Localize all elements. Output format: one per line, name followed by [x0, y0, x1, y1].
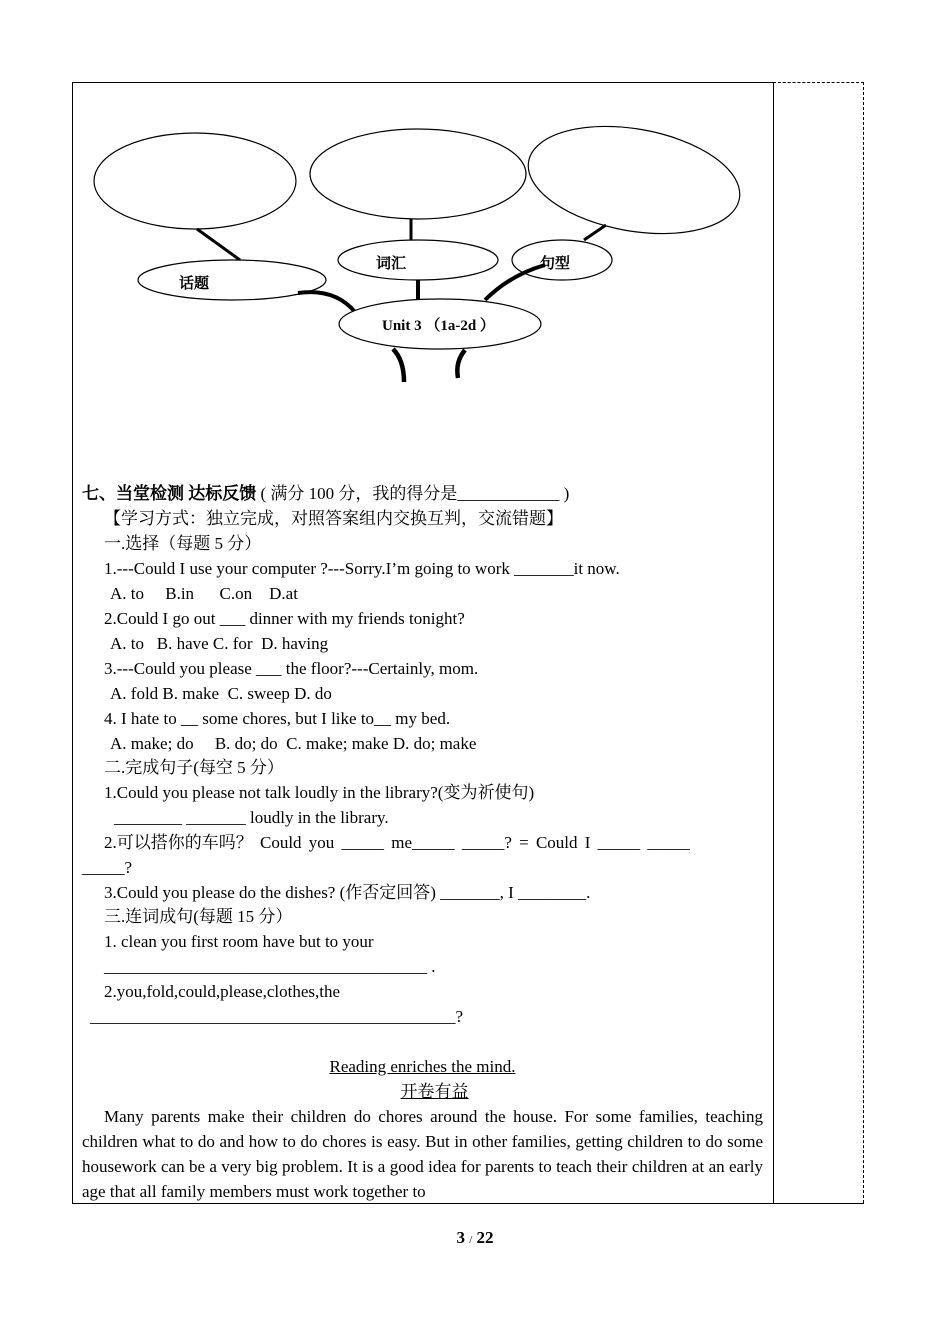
page-separator: /: [469, 1234, 473, 1246]
connector-right: [584, 225, 606, 240]
part1-q1: 1.---Could I use your computer ?---Sorry.I’m going to work _______it now.: [104, 559, 620, 578]
curve-topic-center: [298, 292, 355, 312]
part1-q3: 3.---Could you please ___ the floor?---Certainly, mom.: [104, 659, 479, 678]
mind-map-bubble-right: [520, 111, 748, 249]
vocab-node: [338, 240, 498, 280]
vocab-label: 词汇: [376, 255, 407, 272]
mind-map-bubble-left: [94, 133, 296, 229]
topic-label: 话题: [179, 275, 210, 292]
sentence-label: 句型: [540, 255, 571, 272]
section7-score-note: ( 满分 100 分，我的得分是____________ ): [256, 484, 570, 503]
section7-heading-line: [82, 481, 569, 506]
reading-title-cn: 开卷有益: [400, 1082, 469, 1101]
part3-q1-answer: ______________________________________ .: [104, 957, 436, 976]
reading-title-en: Reading enriches the mind.: [329, 1057, 516, 1076]
mind-map-diagram: [0, 0, 950, 420]
mind-map-bubble-middle: [310, 129, 526, 219]
part1-q4-options: A. make; do B. do; do C. make; make D. do; make: [110, 734, 477, 753]
part1-q2: 2.Could I go out ___ dinner with my friends tonight?: [104, 609, 465, 628]
topic-node: [138, 260, 326, 300]
connector-left: [197, 229, 240, 260]
study-method: 【学习方式：独立完成，对照答案组内交换互判，交流错题】: [104, 509, 563, 528]
reading-paragraph: Many parents make their children do chores around the house. For some families, teaching children what to do and how to do chores is easy. But in other families, getting children to do some housework can be a very big problem. It is a good idea for parents to teach their children at an early age that all family members must work together to: [82, 1107, 763, 1201]
part2-q2-continued: _____?: [82, 858, 133, 877]
page-current: 3: [456, 1228, 465, 1247]
part3-q1: 1. clean you first room have but to your: [104, 932, 374, 951]
part1-title: 一.选择（每题 5 分）: [104, 534, 262, 553]
part3-title: 三.连词成句(每题 15 分）: [104, 907, 293, 926]
part2-q2: 2.可以搭你的车吗？ Could you _____ me_____ _____? = Could I _____ _____: [104, 833, 690, 852]
page-total: 22: [476, 1228, 494, 1247]
trunk-right: [457, 350, 465, 378]
part2-q1-answer: ________ _______ loudly in the library.: [114, 808, 389, 827]
trunk-left: [393, 349, 404, 382]
part2-q1: 1.Could you please not talk loudly in the library?(变为祈使句): [104, 783, 535, 802]
part1-q2-options: A. to B. have C. for D. having: [110, 634, 329, 653]
center-label: Unit 3 （1a-2d ）: [382, 318, 495, 334]
part2-title: 二.完成句子(每空 5 分）: [104, 758, 284, 777]
section7-heading: 七、当堂检测 达标反馈: [82, 484, 257, 503]
part1-q4: 4. I hate to __ some chores, but I like to__ my bed.: [104, 709, 451, 728]
part3-q2: 2.you,fold,could,please,clothes,the: [104, 982, 341, 1001]
part1-q3-options: A. fold B. make C. sweep D. do: [110, 684, 332, 703]
part2-q3: 3.Could you please do the dishes? (作否定回答) _______, I ________.: [104, 883, 591, 902]
part3-q2-answer: ___________________________________________?: [90, 1007, 464, 1026]
page-number: [0, 1228, 950, 1248]
part1-q1-options: A. to B.in C.on D.at: [110, 584, 298, 603]
